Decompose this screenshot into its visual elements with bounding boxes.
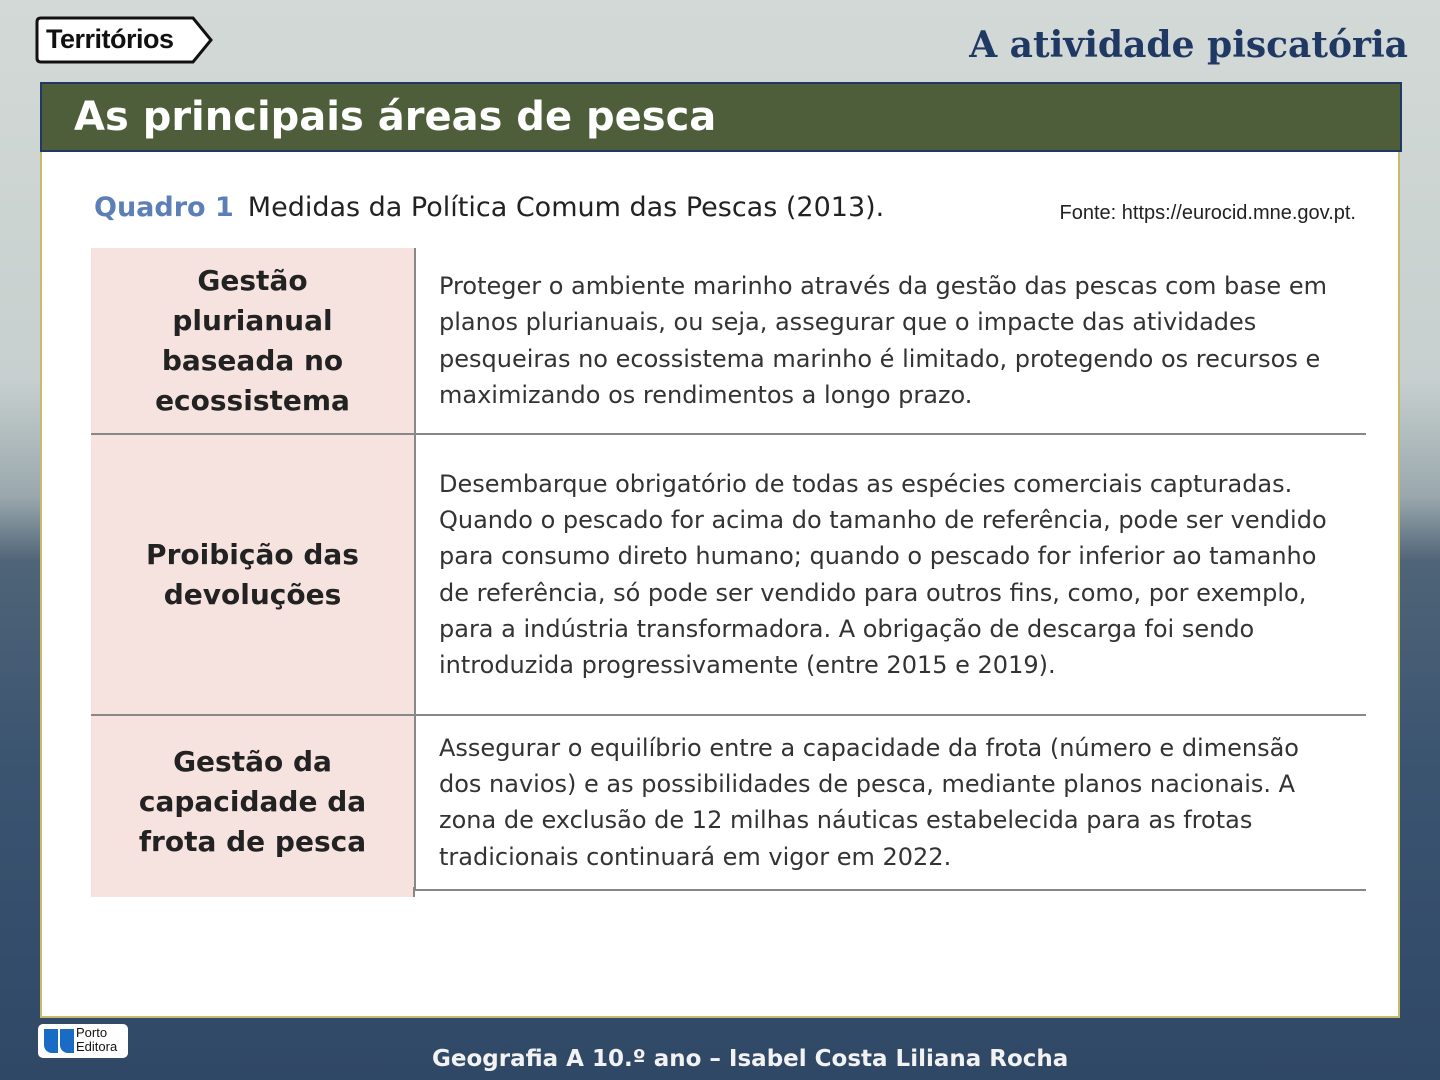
row-text: Proteger o ambiente marinho através da gestão das pescas com base em planos plurianuais, ou seja, assegurar que o impacte das atividades pesqueiras no ecossistema marinho é limitado, protegendo os recursos e maximizando os rendimentos a longo prazo. <box>415 248 1366 434</box>
logo-text: Territórios <box>46 24 174 54</box>
row-heading: Gestão plurianual baseada no ecossistema <box>91 248 415 434</box>
territorios-logo <box>35 16 213 64</box>
porto-editora-logo <box>38 1024 128 1058</box>
content-panel <box>40 152 1400 1018</box>
slide-title: As principais áreas de pesca <box>74 94 717 140</box>
table-row <box>91 434 1366 715</box>
row-text: Assegurar o equilíbrio entre a capacidade da frota (número e dimensão dos navios) e as possibilidades de pesca, mediante planos nacionais. A zona de exclusão de 12 milhas náuticas estabelecida para as frotas tradicionais continuará em vigor em 2022. <box>415 715 1366 890</box>
row-text: Desembarque obrigatório de todas as espécies comerciais capturadas. Quando o pescado for acima do tamanho de referência, pode ser vendido para consumo direto humano; quando o pescado for inferior ao tamanho de referência, só pode ser vendido para outros fins, como, por exemplo, para a indústria transformadora. A obrigação de descarga foi sendo introduzida progressivamente (entre 2015 e 2019). <box>415 434 1366 715</box>
footer-credits: Geografia A 10.º ano – Isabel Costa Liliana Rocha <box>432 1046 1069 1072</box>
table-row <box>91 248 1366 434</box>
row-heading: Gestão da capacidade da frota de pesca <box>91 715 415 890</box>
table-row <box>91 715 1366 890</box>
caption-label: Quadro 1 <box>94 192 234 223</box>
publisher-line1: Porto <box>76 1025 108 1040</box>
table-tail <box>91 887 415 897</box>
source-note: Fonte: https://eurocid.mne.gov.pt. <box>1059 202 1356 224</box>
topic-title: A atividade piscatória <box>969 24 1408 66</box>
publisher-line2: Editora <box>76 1039 118 1054</box>
row-heading: Proibição das devoluções <box>91 434 415 715</box>
measures-table <box>91 248 1366 891</box>
slide-title-bar <box>40 82 1402 152</box>
caption-text: Medidas da Política Comum das Pescas (2013). <box>247 192 885 223</box>
table-caption <box>94 192 884 223</box>
